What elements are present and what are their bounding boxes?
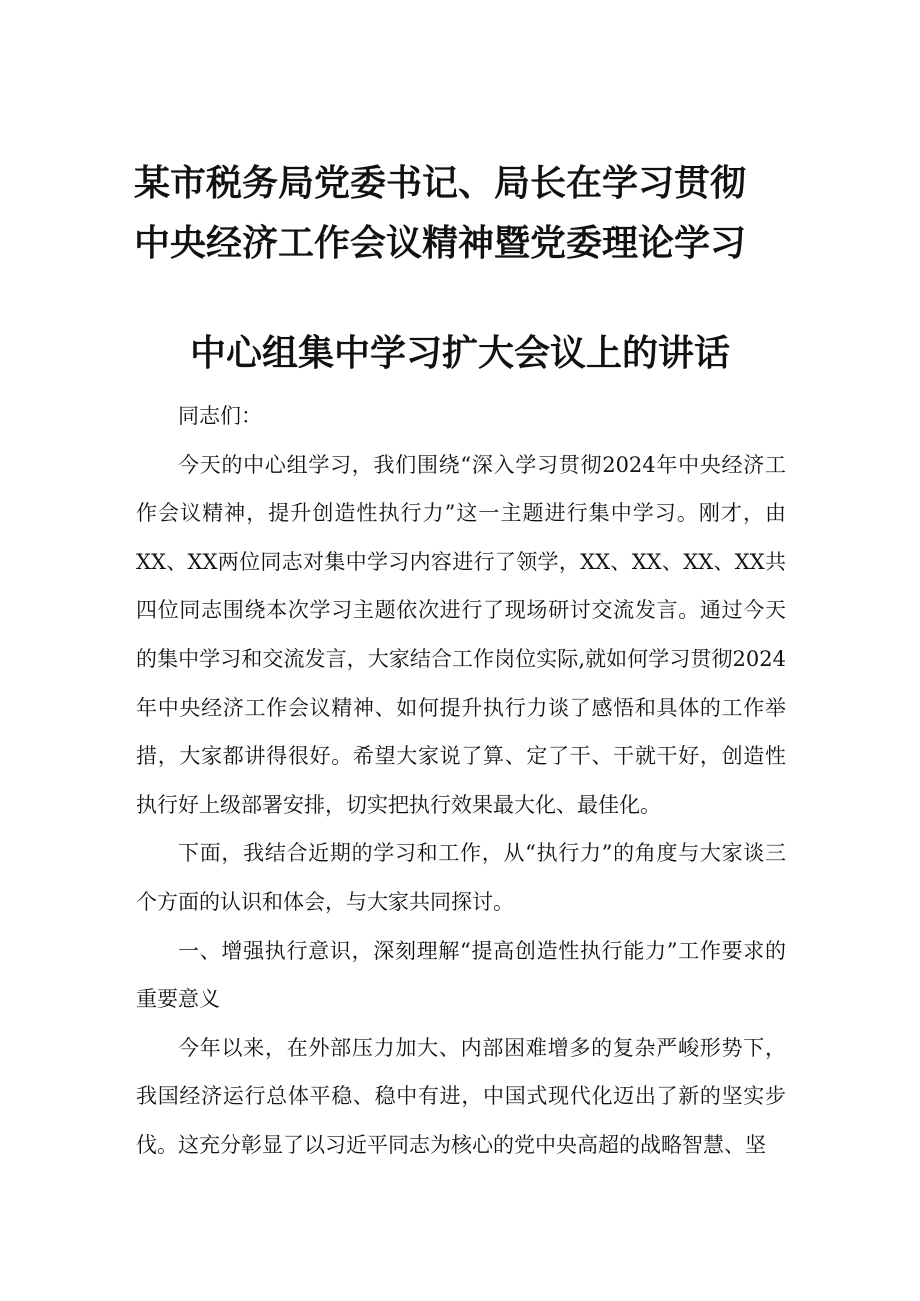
- document-title-line-1: 某市税务局党委书记、局长在学习贯彻: [134, 163, 747, 204]
- document-title-line-2: 中央经济工作会议精神暨党委理论学习: [134, 223, 747, 264]
- section-heading-1: 一、增强执行意识，深刻理解“提高创造性执行能力”工作要求的重要意义: [136, 938, 786, 1012]
- paragraph-intro: 今天的中心组学习，我们围绕“深入学习贯彻2024年中央经济工作会议精神，提升创造性执行力”这一主题进行集中学习。刚才，由XX、XX两位同志对集中学习内容进行了领学，XX、XX、XX、XX共四位同志围绕本次学习主题依次进行了现场研讨交流发言。通过今天的集中学习和交流发言，大家结合工作岗位实际,就如何学习贯彻2024年中央经济工作会议精神、如何提升执行力谈了感悟和具体的工作举措，大家都讲得很好。希望大家说了算、定了干、干就干好，创造性执行好上级部署安排，切实把执行效果最大化、最佳化。: [136, 452, 786, 817]
- document-title-line-3: 中心组集中学习扩大会议上的讲话: [189, 333, 730, 374]
- document-body: [136, 392, 786, 1170]
- paragraph-section-1: 今年以来，在外部压力加大、内部困难增多的复杂严峻形势下，我国经济运行总体平稳、稳中有进，中国式现代化迈出了新的坚实步伐。这充分彰显了以习近平同志为核心的党中央高超的战略智慧、坚: [136, 1035, 786, 1157]
- paragraph-overview: 下面，我结合近期的学习和工作，从“执行力”的角度与大家谈三个方面的认识和体会，与大家共同探讨。: [136, 841, 786, 914]
- salutation: 同志们：: [178, 404, 262, 428]
